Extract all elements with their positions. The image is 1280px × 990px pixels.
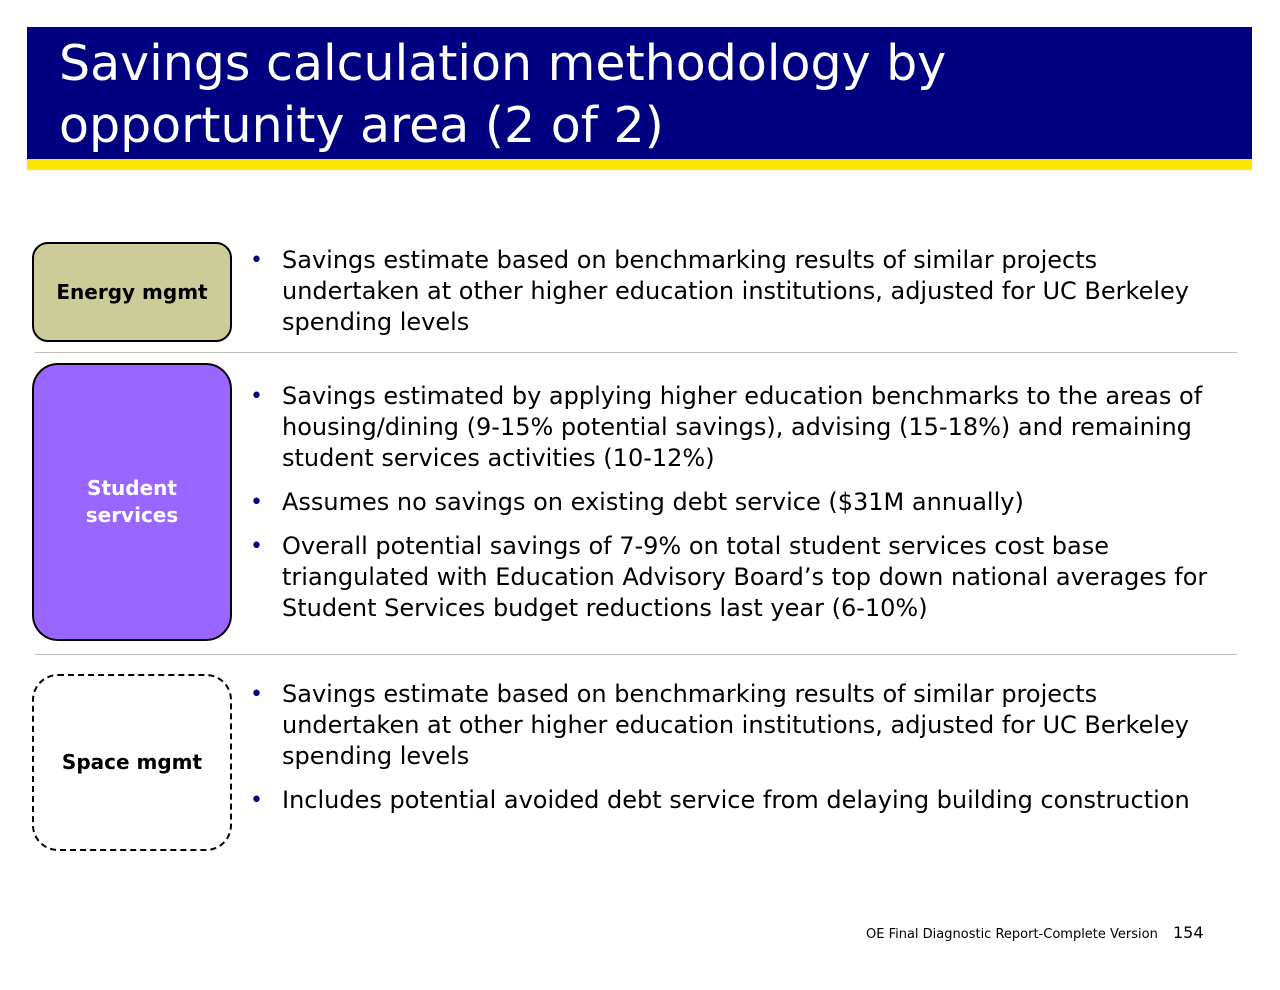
section-tag-label: Space mgmt xyxy=(61,750,203,774)
slide-title: Savings calculation methodology by opportunity area (2 of 2) xyxy=(59,35,947,154)
bullet-item: • Includes potential avoided debt service from delaying building construction xyxy=(250,786,1190,814)
title-bar xyxy=(27,27,1252,159)
bullet-dot-icon: • xyxy=(250,788,263,813)
section-tag-student-services xyxy=(32,363,232,641)
bullet-dot-icon: • xyxy=(250,682,263,707)
footer-report-name: OE Final Diagnostic Report-Complete Version xyxy=(866,927,1158,942)
bullet-item: • Overall potential savings of 7-9% on total student services cost base triangulated with Education Advisory Board’s top down national averages for Student Services budget reductions last year (6-10%) xyxy=(250,532,1208,622)
title-underline-stripe xyxy=(27,159,1252,170)
section-tag-energy-mgmt xyxy=(32,242,232,342)
bullet-dot-icon: • xyxy=(250,248,263,273)
bullet-item: • Savings estimate based on benchmarking results of similar projects undertaken at other higher education institutions, adjusted for UC Berkeley spending levels xyxy=(250,246,1189,336)
section-tag-label: Student services xyxy=(85,476,179,527)
bullet-item: • Savings estimated by applying higher education benchmarks to the areas of housing/dining (9-15% potential savings), advising (15-18%) and remaining student services activities (10-12%) xyxy=(250,382,1203,472)
bullet-dot-icon: • xyxy=(250,534,263,559)
section-divider xyxy=(35,352,1237,353)
bullet-item: • Savings estimate based on benchmarking results of similar projects undertaken at other higher education institutions, adjusted for UC Berkeley spending levels xyxy=(250,680,1189,770)
section-tag-space-mgmt xyxy=(32,674,232,851)
page-number: 154 xyxy=(1173,923,1204,942)
bullet-list-energy-mgmt xyxy=(250,245,1240,351)
bullet-item: • Assumes no savings on existing debt service ($31M annually) xyxy=(250,488,1024,516)
section-divider xyxy=(35,654,1237,655)
bullet-list-student-services xyxy=(250,381,1240,637)
bullet-list-space-mgmt xyxy=(250,679,1240,829)
bullet-dot-icon: • xyxy=(250,384,263,409)
section-tag-label: Energy mgmt xyxy=(56,279,208,304)
bullet-dot-icon: • xyxy=(250,490,263,515)
